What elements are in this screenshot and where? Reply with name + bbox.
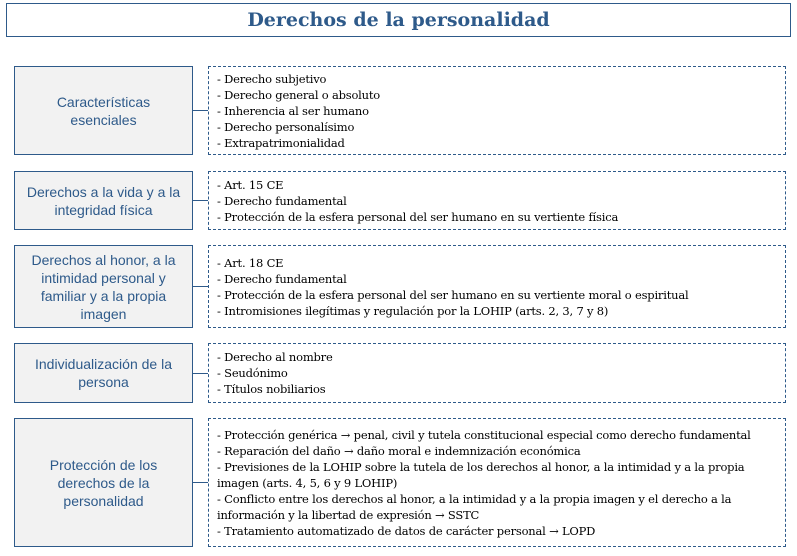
connector-line xyxy=(193,286,208,287)
details-list xyxy=(217,427,777,539)
category-box-individualizacion xyxy=(14,343,193,403)
list-item: - Protección de la esfera personal del ser humano en su vertiente física xyxy=(217,209,619,224)
category-box-proteccion xyxy=(14,418,193,547)
category-label: Individualización de la persona xyxy=(35,356,172,390)
details-box-proteccion xyxy=(208,418,786,547)
diagram-title-box xyxy=(6,3,791,37)
details-list xyxy=(217,255,777,319)
connector-line xyxy=(193,110,208,111)
category-label: Derechos a la vida y a la integridad física xyxy=(26,183,181,218)
details-box-vida xyxy=(208,171,786,230)
category-box-caracteristicas xyxy=(14,66,193,155)
list-item: - Derecho subjetivo xyxy=(217,71,327,86)
category-box-honor xyxy=(14,245,193,328)
list-item: - Derecho al nombre xyxy=(217,350,333,364)
details-box-honor xyxy=(208,245,786,328)
list-item: - Derecho personalísimo xyxy=(217,119,355,134)
list-item: - Protección genérica → penal, civil y tutela constitucional especial como derecho fundamental xyxy=(217,427,751,442)
category-label: Protección de los derechos de la personalidad xyxy=(49,456,158,509)
details-box-individualizacion xyxy=(208,343,786,403)
list-item: - Extrapatrimonialidad xyxy=(217,135,345,150)
list-item: - Intromisiones ilegítimas y regulación por la LOHIP (arts. 2, 3, 7 y 8) xyxy=(217,303,609,318)
category-box-vida xyxy=(14,171,193,230)
connector-line xyxy=(193,373,208,374)
list-item: - Conflicto entre los derechos al honor, a la intimidad y a la propia imagen y el derecho a la información y la libertad de expresión → SSTC xyxy=(217,491,732,522)
list-item: - Derecho fundamental xyxy=(217,193,347,208)
connector-line xyxy=(193,482,208,483)
category-label: Derechos al honor, a la intimidad personal y familiar y a la propia imagen xyxy=(31,251,176,322)
details-list xyxy=(217,177,777,225)
list-item: - Reparación del daño → daño moral e indemnización económica xyxy=(217,443,581,458)
list-item: - Tratamiento automatizado de datos de carácter personal → LOPD xyxy=(217,523,596,538)
connector-line xyxy=(193,200,208,201)
list-item: - Derecho general o absoluto xyxy=(217,87,381,102)
diagram-title: Derechos de la personalidad xyxy=(247,9,550,31)
list-item: - Seudónimo xyxy=(217,366,288,380)
list-item: - Inherencia al ser humano xyxy=(217,103,369,118)
list-item: - Art. 15 CE xyxy=(217,177,284,192)
list-item: - Derecho fundamental xyxy=(217,271,347,286)
list-item: - Protección de la esfera personal del ser humano en su vertiente moral o espiritual xyxy=(217,287,689,302)
list-item: - Art. 18 CE xyxy=(217,255,284,270)
category-label: Características esenciales xyxy=(56,93,151,128)
list-item: - Previsiones de la LOHIP sobre la tutela de los derechos al honor, a la intimidad y a la propia imagen (arts. 4, 5, 6 y 9 LOHIP) xyxy=(217,459,745,490)
list-item: - Títulos nobiliarios xyxy=(217,382,326,396)
details-box-caracteristicas xyxy=(208,66,786,155)
details-list xyxy=(217,71,777,151)
details-list xyxy=(217,349,777,397)
